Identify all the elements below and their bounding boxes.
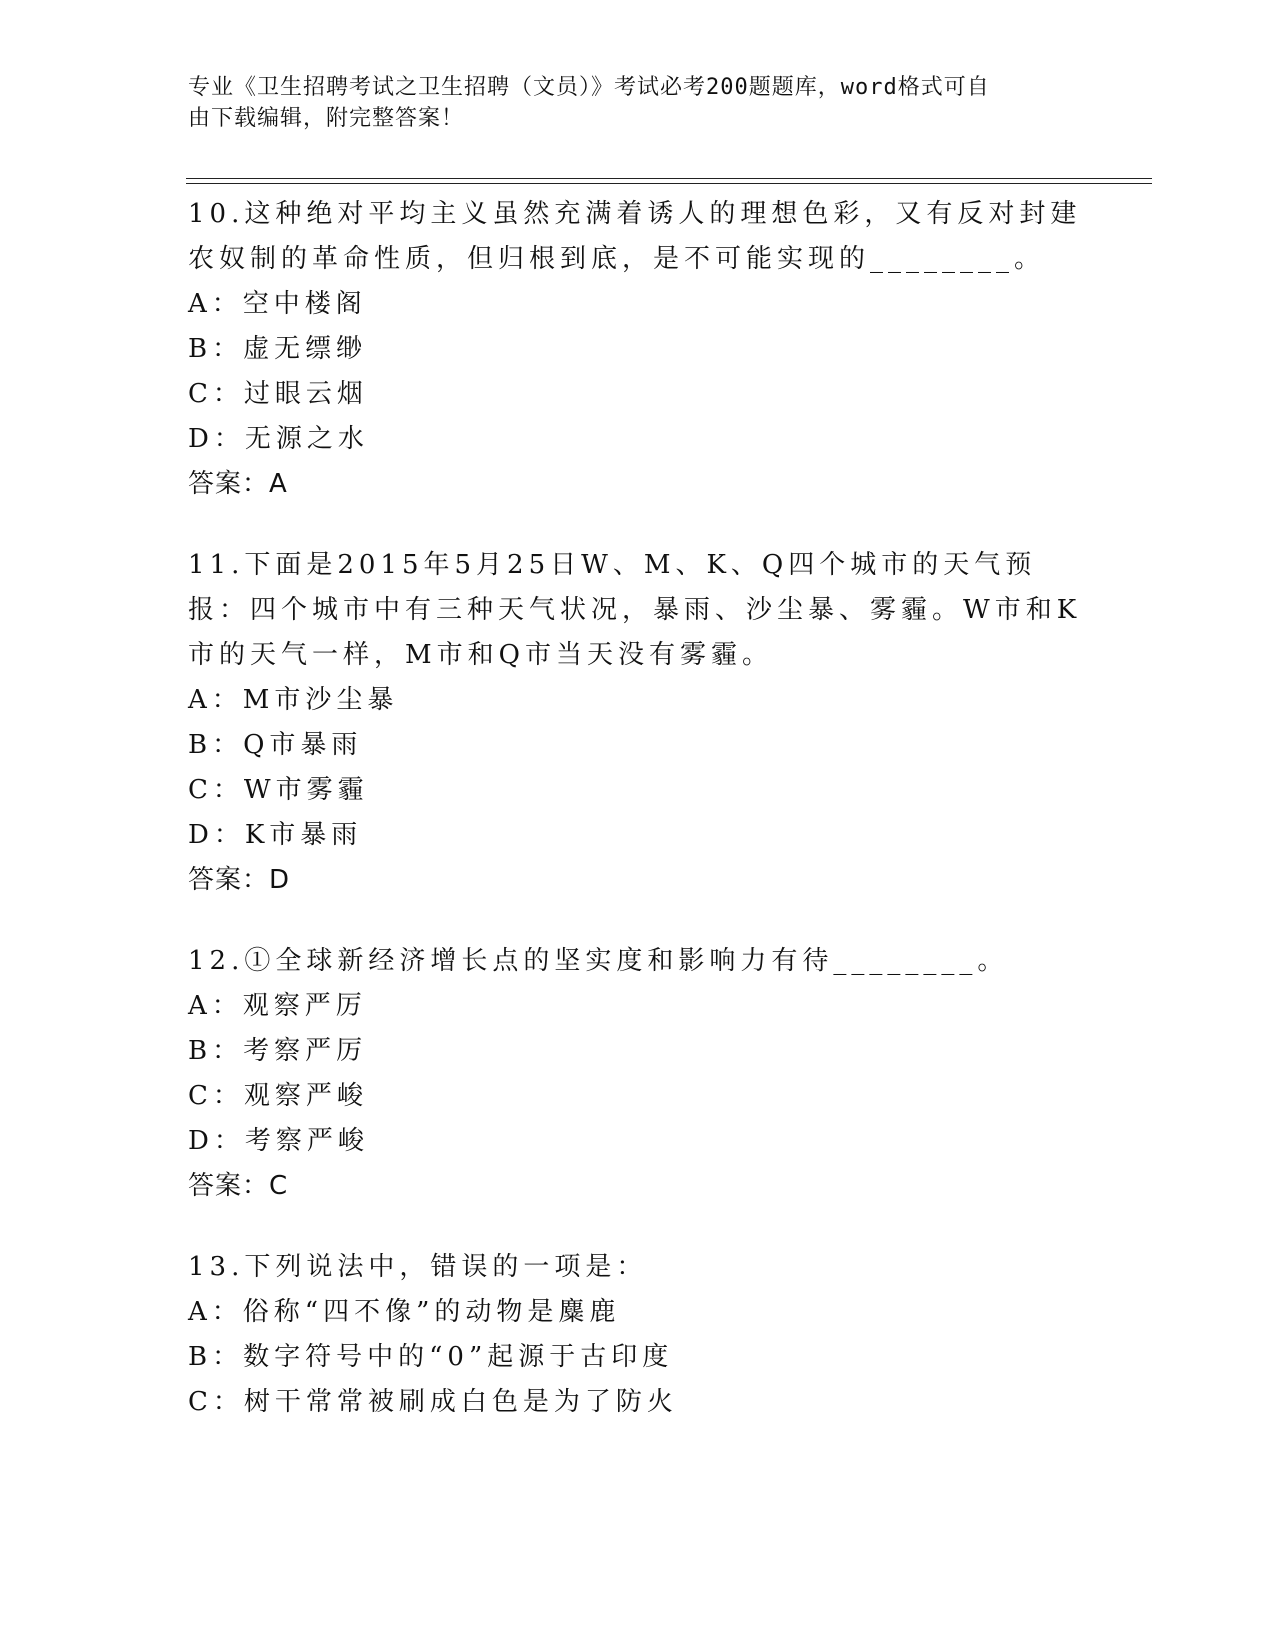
answer-line: 答案：A xyxy=(188,469,288,499)
question-stem: 13.下列说法中，错误的一项是： xyxy=(188,1252,648,1282)
option-b: B：考察严厉 xyxy=(188,1036,368,1066)
option-b: B：Q市暴雨 xyxy=(188,730,363,760)
option-d: D：考察严峻 xyxy=(188,1126,369,1156)
option-d: D：K市暴雨 xyxy=(188,820,363,850)
question-stem: 10.这种绝对平均主义虽然充满着诱人的理想色彩，又有反对封建农奴制的革命性质，但归根到底，是不可能实现的________。 xyxy=(188,199,1082,274)
option-c: C：树干常常被刷成白色是为了防火 xyxy=(188,1387,678,1417)
header-rule-top xyxy=(186,178,1152,179)
option-b: B：数字符号中的“0”起源于古印度 xyxy=(188,1342,674,1372)
question-11 xyxy=(188,543,1088,903)
option-d: D：无源之水 xyxy=(188,424,369,454)
option-b: B：虚无缥缈 xyxy=(188,334,368,364)
question-stem: 11.下面是2015年5月25日W、M、K、Q四个城市的天气预报：四个城市中有三种天气状况，暴雨、沙尘暴、雾霾。W市和K市的天气一样，M市和Q市当天没有雾霾。 xyxy=(188,550,1082,670)
question-10 xyxy=(188,192,1088,507)
option-c: C：观察严峻 xyxy=(188,1081,368,1111)
document-header xyxy=(188,72,1088,134)
header-line-2: 由下载编辑，附完整答案！ xyxy=(188,106,465,131)
option-c: C：W市雾霾 xyxy=(188,775,369,805)
option-a: A：M市沙尘暴 xyxy=(188,685,399,715)
option-a: A：空中楼阁 xyxy=(188,289,367,319)
question-stem: 12.①全球新经济增长点的坚实度和影响力有待________。 xyxy=(188,946,1009,976)
option-a: A：观察严厉 xyxy=(188,991,367,1021)
question-list xyxy=(188,192,1088,1461)
answer-line: 答案：C xyxy=(188,1171,289,1201)
option-a: A：俗称“四不像”的动物是麋鹿 xyxy=(188,1297,621,1327)
header-line-1: 专业《卫生招聘考试之卫生招聘（文员）》考试必考200题题库，word格式可自 xyxy=(188,75,990,100)
question-13 xyxy=(188,1245,1088,1425)
answer-line: 答案：D xyxy=(188,865,291,895)
header-rule-bottom xyxy=(186,183,1152,184)
question-12 xyxy=(188,939,1088,1209)
option-c: C：过眼云烟 xyxy=(188,379,368,409)
